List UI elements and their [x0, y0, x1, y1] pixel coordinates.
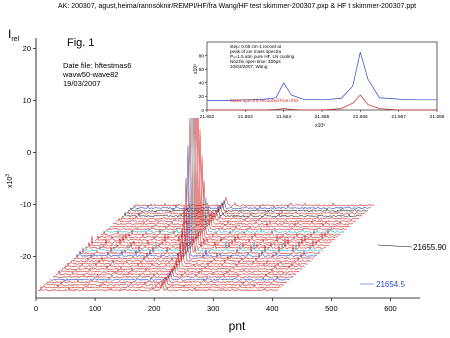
- x-tick-label: 400: [266, 304, 279, 313]
- x-tick-label: 200: [147, 304, 161, 313]
- inset-y-tick-label: 60: [198, 68, 204, 73]
- trace-label-leader-1: [378, 245, 412, 247]
- svg-text:Pₓ=1.5 atm pure HF, LN cooling: Pₓ=1.5 atm pure HF, LN cooling: [230, 54, 295, 59]
- waterfall-trace: [125, 206, 365, 215]
- inset-y-tick-label: 40: [198, 81, 204, 87]
- x-tick-label: 300: [206, 304, 220, 313]
- x-tick-label: 600: [384, 304, 397, 313]
- inset-annotation: Mass spectra recorded from this: [230, 99, 299, 104]
- inset-y-label: x10³: [193, 64, 199, 74]
- waterfall-trace: [98, 156, 338, 238]
- waterfall-trace: [38, 282, 278, 291]
- waterfall-trace: [41, 279, 281, 288]
- y-tick-label: -20: [20, 251, 31, 261]
- waterfall-trace: [110, 213, 350, 228]
- inset-y-tick-label: 80: [198, 54, 204, 60]
- waterfall-trace: [53, 269, 293, 278]
- date-label: 19/03/2007: [63, 79, 101, 88]
- date-file-label: Date file: hftestmas6: [63, 61, 132, 70]
- y-tick-label: 0: [26, 147, 31, 157]
- inset-x-tick-label: 21.656: [352, 115, 368, 120]
- trace-label-1: 21655.90: [413, 243, 447, 252]
- inset-x-tick-label: 21.655: [314, 115, 330, 120]
- svg-text:peak of ion mass spectra: peak of ion mass spectra: [230, 49, 282, 54]
- x-axis-label: pnt: [228, 319, 246, 333]
- figure-label: Fig. 1: [67, 37, 95, 49]
- inset-x-tick-label: 21.654: [276, 115, 292, 120]
- waterfall-trace: [92, 104, 332, 244]
- file-path-header: AK: 200307, agust,heima/rannsóknir/REMPI/HF/fra Wang/HF test skimmer-200307.pxp & HF t skimmer-200307.ppt: [58, 3, 417, 10]
- waterfall-trace: [44, 277, 284, 285]
- y-multiplier: $x10^3$: [5, 173, 14, 188]
- inset-background: [186, 38, 441, 118]
- y-axis-label: $I_{rel}$: [8, 27, 20, 43]
- inset-x-tick-label: 21.652: [199, 115, 215, 120]
- svg-text:step: 0.05 cm-1 record at: step: 0.05 cm-1 record at: [230, 44, 282, 49]
- waterfall-trace: [128, 203, 368, 212]
- y-tick-label: 20: [22, 43, 31, 53]
- x-tick-label: 500: [325, 304, 338, 313]
- y-tick-label: -10: [20, 199, 31, 209]
- trace-label-2: 21654.5: [376, 280, 405, 289]
- inset-x-tick-label: 21.658: [429, 115, 445, 120]
- waterfall-trace: [47, 274, 287, 283]
- x-ticks: [34, 298, 397, 313]
- svg-text:Nozzle open time: 300μs: Nozzle open time: 300μs: [230, 59, 281, 64]
- waves-label: wavw50-wave82: [63, 70, 119, 79]
- svg-text:10/03/2007, Wang: 10/03/2007, Wang: [230, 64, 268, 69]
- inset-x-tick-label: 21.653: [237, 115, 253, 120]
- waterfall-trace: [134, 197, 374, 206]
- inset-y-tick-label: 20: [198, 95, 204, 101]
- inset-chart: [186, 38, 445, 129]
- x-tick-label: 100: [88, 304, 102, 313]
- y-tick-label: 10: [22, 95, 31, 105]
- x-tick-label: 0: [33, 304, 39, 313]
- inset-x-label: x10³: [315, 123, 325, 129]
- y-ticks: [20, 44, 36, 261]
- inset-x-tick-label: 21.657: [391, 115, 407, 120]
- inset-y-tick-label: 0: [201, 108, 204, 114]
